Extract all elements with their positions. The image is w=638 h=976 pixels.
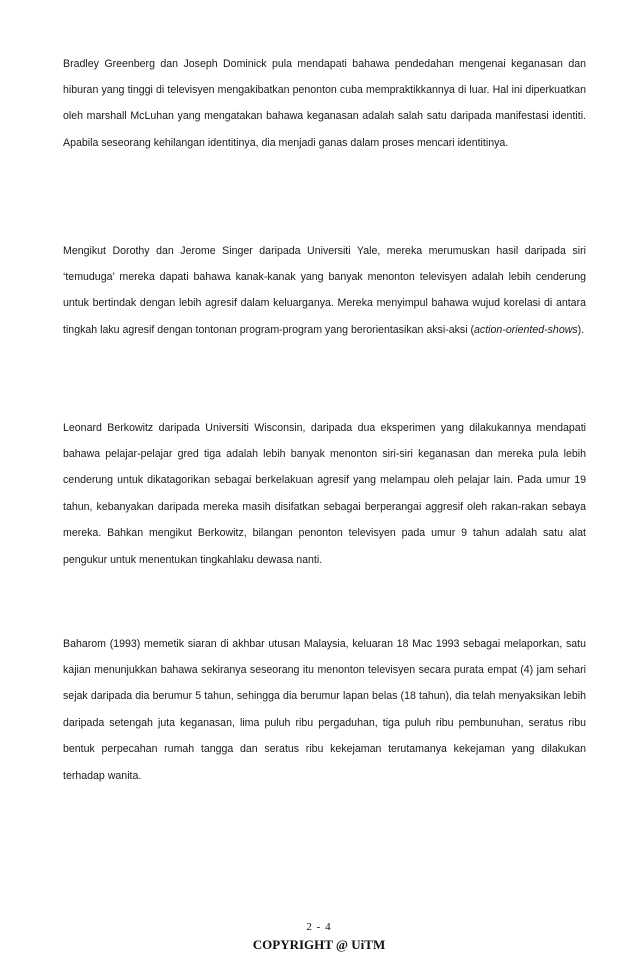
page-number: 2 - 4 bbox=[306, 921, 332, 933]
paragraph-greenberg-dominick: Bradley Greenberg dan Joseph Dominick pula mendapati bahawa pendedahan mengenai keganasan dan hiburan yang tinggi di televisyen mengakibatkan penonton cuba mempraktikkannya di luar. Hal ini diperkuatkan oleh marshall McLuhan yang mengatakan bahawa keganasan adalah salah satu daripada manifestasi identiti. Apabila seseorang kehilangan identitinya, dia menjadi ganas dalam proses mencari identitinya. bbox=[63, 57, 586, 149]
copyright-notice: COPYRIGHT @ UiTM bbox=[252, 937, 386, 952]
paragraph-text: Mengikut Dorothy dan Jerome Singer daripada Universiti Yale, mereka merumuskan hasil daripada siri ‘temuduga’ mereka dapati bahawa kanak-kanak yang banyak menonton televisyen adalah lebih cenderung untuk bertindak dengan lebih agresif dalam keluarganya. Mereka menyimpul bahawa wujud korelasi di antara tingkah laku agresif dengan tontonan program-program yang berorientasikan aksi-aksi ( bbox=[63, 244, 586, 336]
paragraph-text-end: ). bbox=[577, 323, 585, 336]
italic-term: action-oriented-shows bbox=[474, 323, 578, 336]
paragraph-baharom-1993: Baharom (1993) memetik siaran di akhbar utusan Malaysia, keluaran 18 Mac 1993 sebagai melaporkan, satu kajian menunjukkan bahawa sekiranya seseorang itu menonton televisyen secara purata empat (4) jam sehari sejak daripada dia berumur 5 tahun, sehingga dia berumur lapan belas (18 tahun), dia telah menyaksikan lebih daripada setengah juta keganasan, lima puluh ribu pergaduhan, tiga puluh ribu pembunuhan, seratus ribu bentuk perpecahan rumah tangga dan seratus ribu kekejaman terutamanya kekejaman yang dilakukan terhadap wanita. bbox=[63, 637, 586, 782]
paragraph-singer-yale bbox=[63, 238, 586, 344]
paragraph-berkowitz-wisconsin: Leonard Berkowitz daripada Universiti Wisconsin, daripada dua eksperimen yang dilakukannya mendapati bahawa pelajar-pelajar gred tiga adalah lebih banyak menonton siri-siri keganasan dan mereka pula lebih cenderung untuk dikatagorikan sebagai berkelakuan agresif yang melampau oleh pelajar lain. Pada umur 19 tahun, kebanyakan daripada mereka masih disifatkan sebagai berperangai aggresif oleh rakan-rakan sebaya mereka. Bahkan mengikut Berkowitz, bilangan penonton televisyen pada umur 9 tahun adalah satu alat pengukur untuk menentukan tingkahlaku dewasa nanti. bbox=[63, 421, 586, 566]
